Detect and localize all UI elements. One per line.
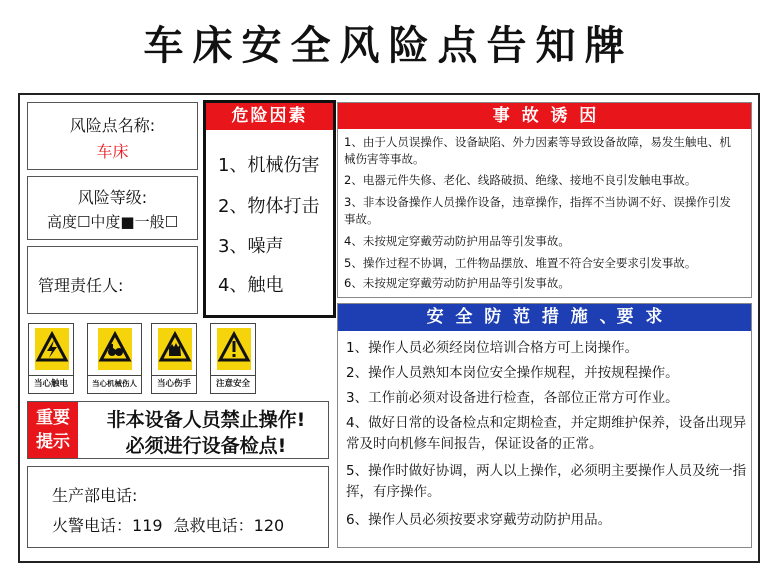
important-tag <box>28 402 78 458</box>
ambulance-phone-label: 急救电话： <box>173 516 254 535</box>
emergency-phones <box>52 513 284 536</box>
measure-item: 5、操作时做好协调，两人以上操作，必须明主要操作人员及统一指挥，有序操作。 <box>346 463 747 500</box>
notice-line2: 必须进行设备检点! <box>125 435 287 457</box>
hazard-item: 1、机械伤害 <box>218 155 320 176</box>
causes-header: 事 故 诱 因 <box>338 103 751 129</box>
sign-hand-injury <box>151 323 197 394</box>
important-notice <box>27 401 329 459</box>
ambulance-phone-number: 120 <box>253 516 285 535</box>
risk-name-label: 风险点名称: <box>69 116 156 135</box>
manager-box <box>27 246 198 314</box>
fire-phone-number: 119 <box>132 516 163 535</box>
important-tag-line1: 重要 <box>36 408 70 428</box>
hazards-header: 危险因素 <box>206 103 333 130</box>
measure-item: 1、操作人员必须经岗位培训合格方可上岗操作。 <box>346 340 639 356</box>
electric-shock-icon <box>35 328 69 370</box>
cause-item: 2、电器元件失修、老化、线路破损、绝缘、接地不良引发触电事故。 <box>344 173 697 187</box>
manager-label: 管理责任人: <box>38 276 124 295</box>
measure-item: 3、工作前必须对设备进行检查，各部位正常方可作业。 <box>346 390 679 406</box>
sign-label: 当心伤手 <box>152 375 196 393</box>
measures-box <box>337 303 752 548</box>
fire-phone-label: 火警电话： <box>52 516 133 535</box>
phone-box <box>27 466 329 548</box>
risk-level-box <box>27 176 198 240</box>
hazard-item: 2、物体打击 <box>218 196 320 217</box>
risk-level-label: 风险等级: <box>77 188 148 207</box>
sign-label: 注意安全 <box>211 375 255 393</box>
sign-machinery <box>87 323 142 394</box>
sign-electric-shock <box>28 323 74 394</box>
hazards-box <box>203 100 336 318</box>
cause-item: 4、未按规定穿戴劳动防护用品等引发事故。 <box>344 234 570 248</box>
risk-level-options: 高度☐中度■一般☐ <box>46 213 179 231</box>
hand-injury-icon <box>158 328 192 370</box>
machinery-injury-icon <box>98 328 132 370</box>
exclamation-icon <box>217 328 251 370</box>
sign-label: 当心机械伤人 <box>88 375 141 393</box>
important-tag-line2: 提示 <box>36 432 70 452</box>
hazard-item: 3、噪声 <box>218 236 284 257</box>
measure-item: 4、做好日常的设备检点和定期检查，并定期维护保养，设备出现异常及时向机修车间报告，保证设备的正常。 <box>346 415 747 452</box>
sign-label: 当心触电 <box>29 375 73 393</box>
notice-line1: 非本设备人员禁止操作! <box>106 409 306 431</box>
page-title: 车床安全风险点告知牌 <box>143 23 634 69</box>
measure-item: 6、操作人员必须按要求穿戴劳动防护用品。 <box>346 512 612 528</box>
risk-name-box <box>27 102 198 170</box>
measure-item: 2、操作人员熟知本岗位安全操作规程，并按规程操作。 <box>346 365 679 381</box>
measures-header: 安 全 防 范 措 施 、要 求 <box>338 304 751 331</box>
hazard-item: 4、触电 <box>218 275 284 296</box>
cause-item: 5、操作过程不协调，工件物品摆放、堆置不符合安全要求引发事故。 <box>344 256 697 270</box>
cause-item: 1、由于人员误操作、设备缺陷、外力因素等导致设备故障，易发生触电、机械伤害等事故。 <box>344 135 731 166</box>
production-phone-label: 生产部电话: <box>52 486 138 505</box>
risk-name-value: 车床 <box>96 142 129 161</box>
cause-item: 6、未按规定穿戴劳动防护用品等引发事故。 <box>344 276 570 290</box>
cause-item: 3、非本设备操作人员操作设备，违章操作，指挥不当协调不好、误操作引发事故。 <box>344 195 731 226</box>
causes-box <box>337 102 752 298</box>
sign-caution <box>210 323 256 394</box>
